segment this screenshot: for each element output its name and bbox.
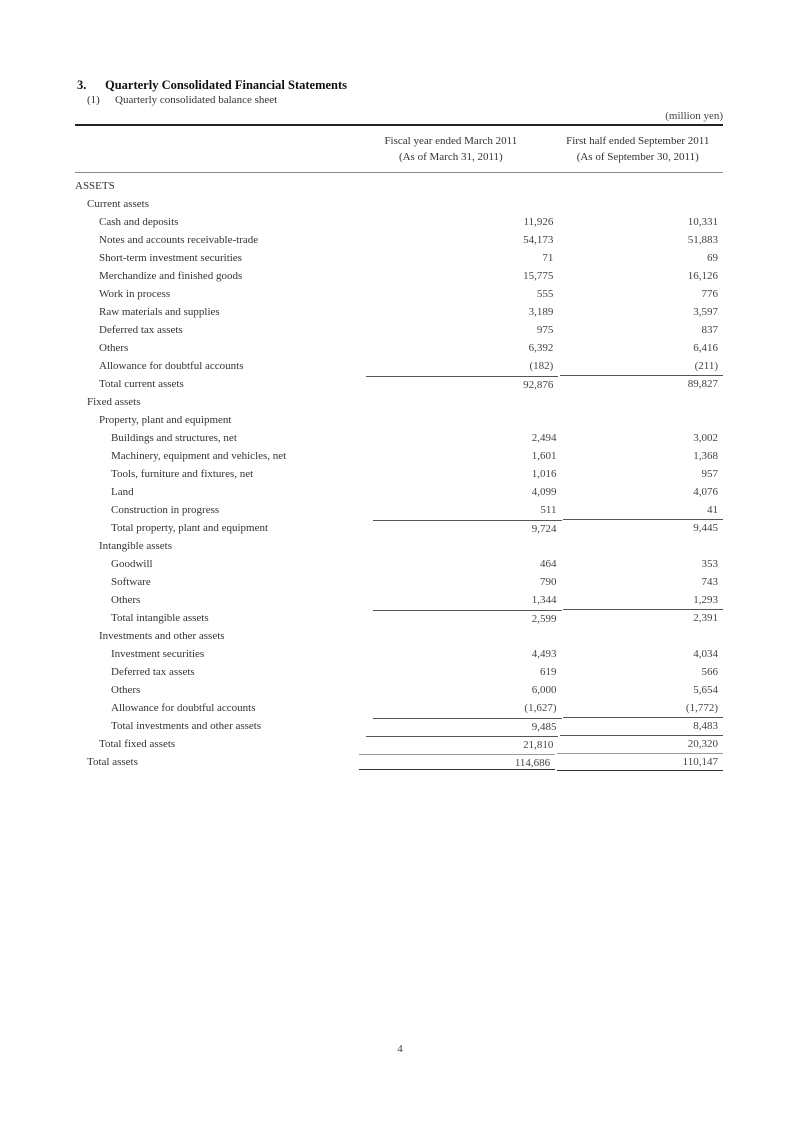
value-text: 4,493	[531, 648, 557, 660]
value-h1-2011	[554, 180, 723, 192]
section-number: 3.	[77, 78, 87, 92]
table-row	[75, 627, 723, 645]
row-label: Raw materials and supplies	[99, 306, 220, 318]
table-row	[75, 285, 723, 303]
value-text: 511	[540, 504, 557, 516]
row-label: Allowance for doubtful accounts	[99, 360, 244, 372]
value-h1-2011	[560, 735, 723, 753]
value-text: (182)	[529, 360, 554, 372]
row-label: Total intangible assets	[111, 612, 209, 624]
page-number: 4	[397, 1043, 403, 1055]
value-text: 1,368	[693, 450, 718, 462]
table-row	[75, 591, 723, 609]
row-label: Land	[111, 486, 134, 498]
table-row	[75, 609, 723, 627]
value-text: 6,000	[531, 684, 557, 696]
value-text: 3,189	[528, 306, 554, 318]
table-header	[75, 126, 723, 173]
table-row	[75, 447, 723, 465]
row-label: Investment securities	[111, 648, 205, 660]
value-h1-2011	[563, 504, 723, 516]
value-h1-2011	[560, 216, 723, 228]
value-text: 1,601	[531, 450, 557, 462]
row-label: Work in process	[99, 288, 171, 300]
value-text: 41	[707, 504, 718, 516]
row-label: Deferred tax assets	[111, 666, 195, 678]
value-text: 566	[701, 666, 718, 678]
row-label: Cash and deposits	[99, 216, 179, 228]
value-h1-2011	[563, 486, 723, 498]
value-fy2011	[373, 558, 562, 570]
value-fy2011	[373, 666, 562, 678]
row-label: Intangible assets	[99, 540, 173, 552]
value-text: 16,126	[687, 270, 718, 282]
row-label: Total assets	[87, 756, 138, 768]
value-text: 9,445	[693, 522, 718, 534]
table-row	[75, 249, 723, 267]
table-row	[75, 357, 723, 375]
header-col-h1-2011	[551, 133, 723, 165]
value-text: 776	[701, 288, 718, 300]
value-h1-2011	[563, 666, 723, 678]
value-h1-2011	[560, 288, 723, 300]
row-label: Short-term investment securities	[99, 252, 242, 264]
row-label: Allowance for doubtful accounts	[111, 702, 256, 714]
value-h1-2011	[563, 648, 723, 660]
value-fy2011	[366, 630, 559, 642]
value-fy2011	[366, 414, 559, 426]
value-fy2011	[366, 376, 559, 393]
value-h1-2011	[563, 576, 723, 588]
value-text: 619	[540, 666, 557, 678]
value-h1-2011	[560, 270, 723, 282]
value-text: 20,320	[687, 738, 718, 750]
value-text: 15,775	[523, 270, 554, 282]
subsection-heading	[87, 94, 277, 106]
value-h1-2011	[560, 360, 723, 372]
value-text: 2,494	[531, 432, 557, 444]
row-label: Total current assets	[99, 378, 184, 390]
value-h1-2011	[560, 540, 723, 552]
table-row	[75, 573, 723, 591]
table-row	[75, 213, 723, 231]
value-text: 3,002	[693, 432, 718, 444]
value-fy2011	[373, 702, 562, 714]
value-text: 2,599	[531, 612, 557, 625]
value-fy2011	[359, 198, 555, 210]
value-h1-2011	[563, 558, 723, 570]
value-text: 790	[540, 576, 557, 588]
value-fy2011	[366, 324, 559, 336]
value-h1-2011	[560, 342, 723, 354]
row-label: Software	[111, 576, 151, 588]
table-row	[75, 753, 723, 771]
header-col2-line2: (As of September 30, 2011)	[576, 151, 699, 163]
unit-label: (million yen)	[665, 110, 723, 122]
value-text: 92,876	[523, 378, 554, 391]
value-text: 464	[540, 558, 557, 570]
value-fy2011	[366, 252, 559, 264]
value-fy2011	[366, 270, 559, 282]
table-row	[75, 465, 723, 483]
value-text: 114,686	[514, 757, 551, 769]
table-row	[75, 645, 723, 663]
value-text: 21,810	[523, 738, 554, 751]
value-text: 9,485	[531, 720, 557, 733]
row-label: Total investments and other assets	[111, 720, 262, 732]
value-h1-2011	[560, 630, 723, 642]
value-fy2011	[366, 540, 559, 552]
value-fy2011	[373, 520, 562, 537]
table-row	[75, 321, 723, 339]
row-label: Merchandize and finished goods	[99, 270, 243, 282]
value-fy2011	[366, 360, 559, 372]
row-label: Property, plant and equipment	[99, 414, 232, 426]
table-row	[75, 177, 723, 195]
value-h1-2011	[563, 684, 723, 696]
row-label: Tools, furniture and fixtures, net	[111, 468, 254, 480]
value-fy2011	[373, 450, 562, 462]
row-label: Buildings and structures, net	[111, 432, 237, 444]
table-row	[75, 681, 723, 699]
table-row	[75, 411, 723, 429]
table-row	[75, 699, 723, 717]
value-text: 4,076	[693, 486, 718, 498]
value-text: 110,147	[682, 756, 719, 768]
value-text: 1,016	[531, 468, 557, 480]
value-text: 4,099	[531, 486, 557, 498]
table-row	[75, 663, 723, 681]
value-fy2011	[373, 504, 562, 516]
value-h1-2011	[560, 375, 723, 393]
value-text: (1,772)	[685, 702, 718, 714]
value-text: 8,483	[693, 720, 718, 732]
value-text: 975	[536, 324, 554, 336]
value-text: 6,392	[528, 342, 554, 354]
value-fy2011	[373, 718, 562, 735]
value-text: 6,416	[693, 342, 718, 354]
row-label: Notes and accounts receivable-trade	[99, 234, 259, 246]
value-h1-2011	[560, 252, 723, 264]
value-h1-2011	[563, 519, 723, 537]
value-fy2011	[373, 468, 562, 480]
subsection-number: (1)	[87, 94, 100, 106]
table-row	[75, 483, 723, 501]
row-label: Deferred tax assets	[99, 324, 183, 336]
row-label: ASSETS	[75, 180, 115, 192]
value-fy2011	[373, 610, 562, 627]
row-label: Machinery, equipment and vehicles, net	[111, 450, 287, 462]
value-text: 51,883	[687, 234, 718, 246]
table-row	[75, 195, 723, 213]
section-heading	[77, 78, 347, 93]
value-h1-2011	[560, 234, 723, 246]
value-text: 54,173	[523, 234, 554, 246]
value-h1-2011	[563, 468, 723, 480]
value-fy2011	[373, 432, 562, 444]
row-label: Others	[111, 684, 141, 696]
value-h1-2011	[563, 450, 723, 462]
value-h1-2011	[563, 702, 723, 714]
value-fy2011	[352, 180, 552, 192]
value-text: 71	[542, 252, 554, 264]
value-text: 4,034	[693, 648, 718, 660]
table-row	[75, 537, 723, 555]
value-text: 2,391	[693, 612, 718, 624]
row-label: Total property, plant and equipment	[111, 522, 269, 534]
value-h1-2011	[557, 198, 723, 210]
value-text: 3,597	[693, 306, 718, 318]
header-col-fy2011	[351, 133, 550, 165]
value-text: 1,344	[531, 594, 557, 606]
table-row	[75, 339, 723, 357]
value-h1-2011	[557, 396, 723, 408]
table-row	[75, 267, 723, 285]
value-h1-2011	[560, 414, 723, 426]
table-row	[75, 735, 723, 753]
value-text: 837	[701, 324, 718, 336]
row-label: Investments and other assets	[99, 630, 225, 642]
section-title: Quarterly Consolidated Financial Statements	[105, 78, 348, 92]
table-row	[75, 555, 723, 573]
value-fy2011	[359, 754, 555, 770]
value-fy2011	[373, 486, 562, 498]
value-text: 555	[536, 288, 554, 300]
row-label: Goodwill	[111, 558, 153, 570]
value-text: 5,654	[693, 684, 718, 696]
value-fy2011	[366, 234, 559, 246]
table-row	[75, 717, 723, 735]
value-fy2011	[373, 594, 562, 606]
header-col2-line1: First half ended September 2011	[566, 135, 710, 147]
header-col1-line1: Fiscal year ended March 2011	[384, 135, 518, 147]
value-text: 11,926	[523, 216, 554, 228]
value-h1-2011	[563, 594, 723, 606]
value-text: 957	[701, 468, 718, 480]
value-h1-2011	[560, 306, 723, 318]
value-fy2011	[366, 342, 559, 354]
value-text: (211)	[694, 360, 718, 372]
value-fy2011	[366, 216, 559, 228]
value-h1-2011	[563, 432, 723, 444]
value-fy2011	[359, 396, 555, 408]
value-fy2011	[366, 306, 559, 318]
value-text: 743	[701, 576, 718, 588]
table-row	[75, 375, 723, 393]
value-text: 69	[706, 252, 718, 264]
table-row	[75, 393, 723, 411]
value-h1-2011	[560, 324, 723, 336]
value-fy2011	[366, 288, 559, 300]
table-row	[75, 231, 723, 249]
table-row	[75, 303, 723, 321]
value-text: 9,724	[531, 522, 557, 535]
table-row	[75, 429, 723, 447]
table-row	[75, 501, 723, 519]
row-label: Others	[99, 342, 129, 354]
row-label: Construction in progress	[111, 504, 220, 516]
balance-sheet-table	[75, 124, 723, 771]
value-text: (1,627)	[524, 702, 557, 714]
value-h1-2011	[557, 753, 723, 771]
table-body	[75, 177, 723, 771]
value-fy2011	[366, 736, 559, 753]
value-fy2011	[373, 684, 562, 696]
value-fy2011	[373, 576, 562, 588]
value-h1-2011	[563, 609, 723, 627]
value-text: 353	[701, 558, 718, 570]
header-col1-line2: (As of March 31, 2011)	[398, 151, 503, 163]
value-fy2011	[373, 648, 562, 660]
row-label: Total fixed assets	[99, 738, 176, 750]
row-label: Fixed assets	[87, 396, 141, 408]
value-text: 89,827	[687, 378, 718, 390]
row-label: Others	[111, 594, 141, 606]
subsection-title: Quarterly consolidated balance sheet	[115, 94, 278, 106]
value-text: 1,293	[693, 594, 718, 606]
value-h1-2011	[563, 717, 723, 735]
row-label: Current assets	[87, 198, 150, 210]
value-text: 10,331	[687, 216, 718, 228]
table-row	[75, 519, 723, 537]
